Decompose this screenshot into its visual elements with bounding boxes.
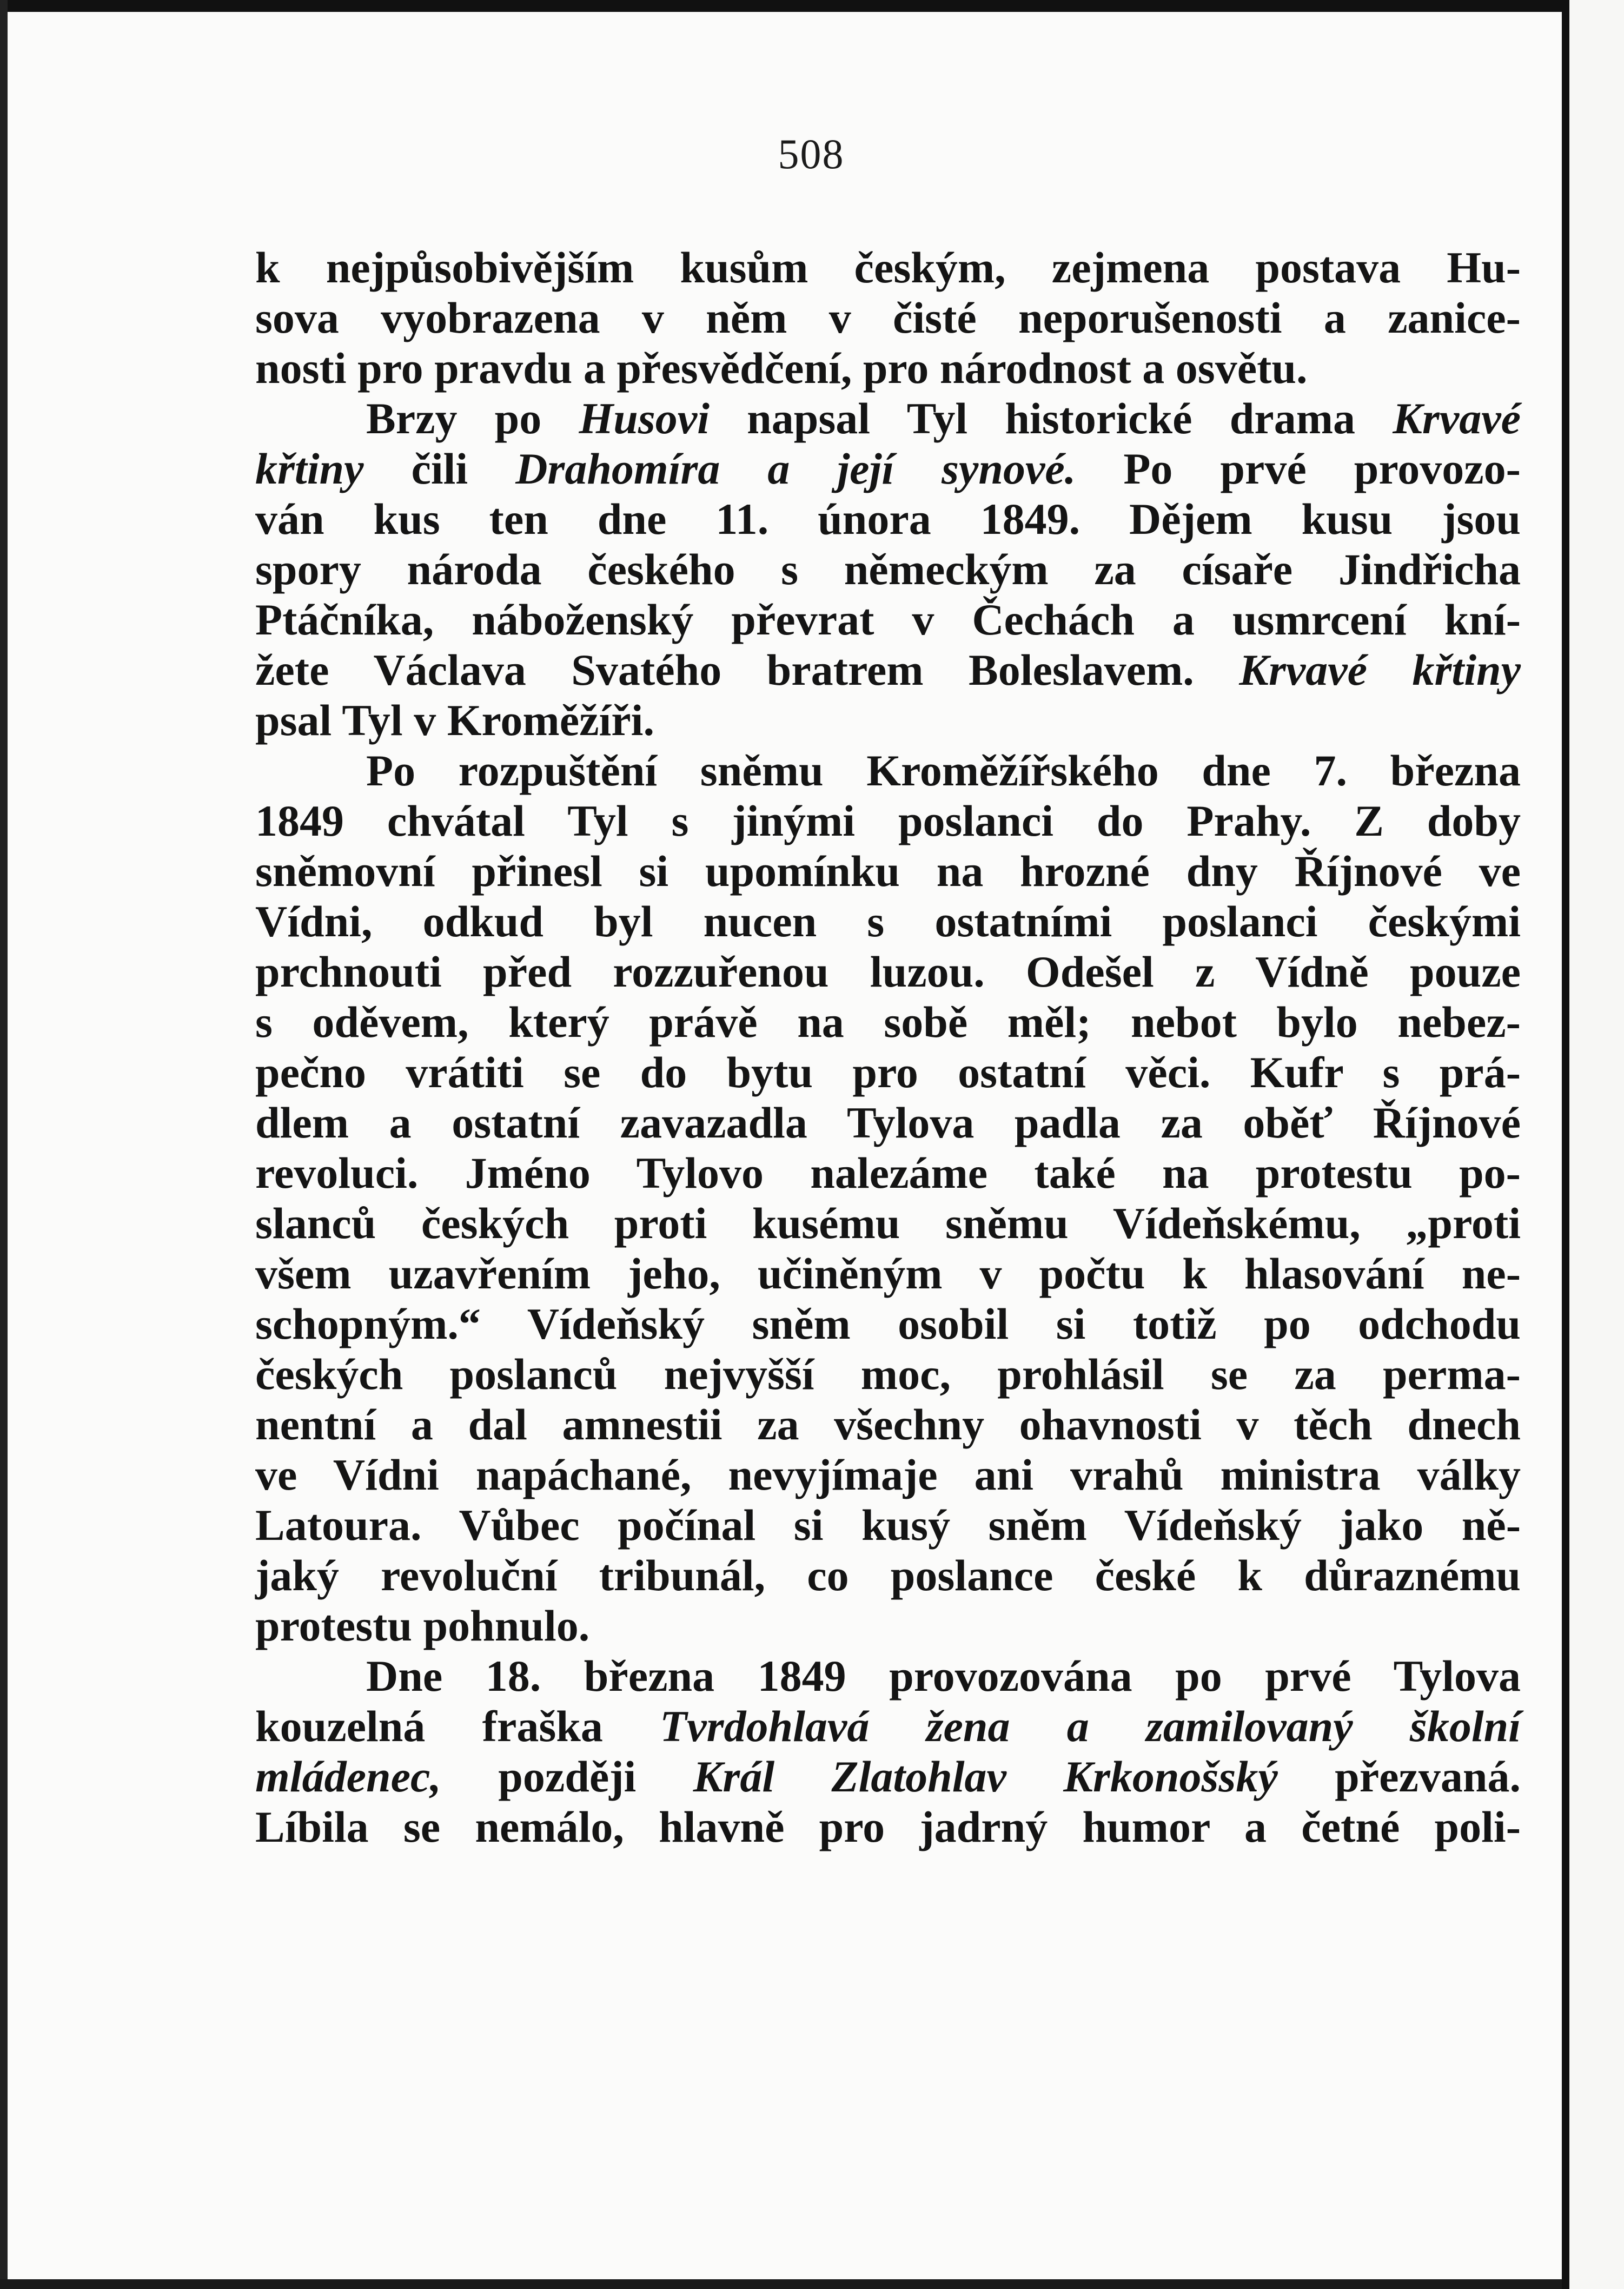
scan-border-top — [0, 0, 1624, 12]
body-text-run: revoluci. Jméno Tylovo nalezáme také na protestu po- — [255, 1148, 1521, 1198]
italic-title-text: Krvavé — [1393, 394, 1521, 443]
text-line — [255, 1248, 1521, 1299]
text-line — [255, 1751, 1521, 1802]
body-text-run: Latoura. Vůbec počínal si kusý sněm Vídeňský jako ně- — [255, 1500, 1521, 1550]
adjacent-page-edge — [1569, 0, 1624, 2289]
body-text-run: k nejpůsobivějším kusům českým, zejmena postava Hu- — [255, 243, 1521, 292]
body-text-run: 1849 chvátal Tyl s jinými poslanci do Prahy. Z doby — [255, 796, 1521, 845]
body-text-run: dlem a ostatní zavazadla Tylova padla za oběť Říjnové — [255, 1098, 1521, 1147]
text-line — [255, 1802, 1521, 1852]
text-line — [255, 1148, 1521, 1198]
scan-border-left — [0, 0, 8, 2289]
text-line — [255, 695, 1521, 745]
body-text-run: Po rozpuštění sněmu Kroměžířského dne 7. března — [366, 746, 1521, 795]
body-text-run: Po prvé provozo- — [1076, 444, 1521, 493]
body-text-run: psal Tyl v Kroměžíři. — [255, 696, 654, 745]
text-line — [255, 1651, 1521, 1701]
text-line — [255, 1550, 1521, 1600]
text-line — [255, 1600, 1521, 1651]
text-line — [255, 896, 1521, 947]
body-text-run: Dne 18. března 1849 provozována po prvé Tylova — [366, 1651, 1521, 1701]
body-text-run: Brzy po — [366, 394, 579, 443]
text-line — [255, 242, 1521, 293]
italic-title-text: Král Zlatohlav Krkonošský — [693, 1752, 1278, 1801]
body-text-run: nentní a dal amnestii za všechny ohavnosti v těch dnech — [255, 1400, 1521, 1449]
text-line — [255, 1198, 1521, 1248]
body-text-run: všem uzavřením jeho, učiněným v počtu k hlasování ne- — [255, 1249, 1521, 1298]
italic-title-text: Drahomíra a její synové. — [515, 444, 1076, 493]
text-line — [255, 645, 1521, 695]
text-line — [255, 393, 1521, 444]
page-number: 508 — [778, 130, 845, 177]
scan-border-bottom — [0, 2279, 1624, 2289]
body-text-run: kouzelná fraška — [255, 1702, 660, 1751]
body-text-run: čili — [363, 444, 516, 493]
text-line — [255, 1097, 1521, 1148]
text-line — [255, 846, 1521, 896]
body-text-run: žete Václava Svatého bratrem Boleslavem. — [255, 645, 1239, 694]
text-line — [255, 444, 1521, 494]
text-line — [255, 293, 1521, 343]
body-text — [255, 242, 1521, 1852]
text-line — [255, 1299, 1521, 1349]
body-text-run: přezvaná. — [1277, 1752, 1521, 1801]
italic-title-text: Krvavé křtiny — [1239, 645, 1521, 694]
body-text-run: spory národa českého s německým za císaře Jindřicha — [255, 545, 1521, 594]
body-text-run: sněmovní přinesl si upomínku na hrozné dny Říjnové ve — [255, 846, 1521, 896]
body-text-run: nosti pro pravdu a přesvědčení, pro národnost a osvětu. — [255, 343, 1308, 393]
body-text-run: schopným.“ Vídeňský sněm osobil si totiž po odchodu — [255, 1299, 1521, 1348]
body-text-run: Vídni, odkud byl nucen s ostatními poslanci českými — [255, 897, 1521, 946]
italic-title-text: mládenec, — [255, 1752, 441, 1801]
body-text-run: ve Vídni napáchané, nevyjímaje ani vrahů ministra války — [255, 1450, 1521, 1499]
text-line — [255, 745, 1521, 796]
body-text-run: sova vyobrazena v něm v čisté neporušenosti a zanice- — [255, 293, 1521, 342]
body-text-run: pečno vrátiti se do bytu pro ostatní věci. Kufr s prá- — [255, 1048, 1521, 1097]
text-line — [255, 343, 1521, 393]
text-line — [255, 796, 1521, 846]
text-line — [255, 1047, 1521, 1097]
text-line — [255, 1450, 1521, 1500]
text-line — [255, 494, 1521, 544]
body-text-run: prchnouti před rozzuřenou luzou. Odešel z Vídně pouze — [255, 947, 1521, 996]
body-text-run: slanců českých proti kusému sněmu Vídeňskému, „proti — [255, 1199, 1521, 1248]
italic-title-text: Husovi — [579, 394, 710, 443]
body-text-run: ván kus ten dne 11. února 1849. Dějem kusu jsou — [255, 494, 1521, 544]
italic-title-text: křtiny — [255, 444, 364, 493]
text-line — [255, 1701, 1521, 1751]
text-line — [255, 544, 1521, 594]
body-text-run: jaký revoluční tribunál, co poslance české k důraznému — [255, 1551, 1521, 1600]
text-line — [255, 947, 1521, 997]
body-text-run: později — [441, 1752, 693, 1801]
text-line — [255, 1349, 1521, 1399]
body-text-run: s oděvem, který právě na sobě měl; nebot bylo nebez- — [255, 997, 1521, 1047]
body-text-run: Líbila se nemálo, hlavně pro jadrný humor a četné poli- — [255, 1802, 1521, 1851]
text-line — [255, 1500, 1521, 1550]
body-text-run: Ptáčníka, náboženský převrat v Čechách a usmrcení kní- — [255, 595, 1521, 644]
body-text-run: napsal Tyl historické drama — [709, 394, 1393, 443]
book-gutter — [1562, 0, 1569, 2289]
text-line — [255, 997, 1521, 1047]
italic-title-text: Tvrdohlavá žena a zamilovaný školní — [660, 1702, 1521, 1751]
text-line — [255, 594, 1521, 645]
text-line — [255, 1399, 1521, 1450]
body-text-run: protestu pohnulo. — [255, 1601, 590, 1650]
body-text-run: českých poslanců nejvyšší moc, prohlásil se za perma- — [255, 1349, 1521, 1399]
